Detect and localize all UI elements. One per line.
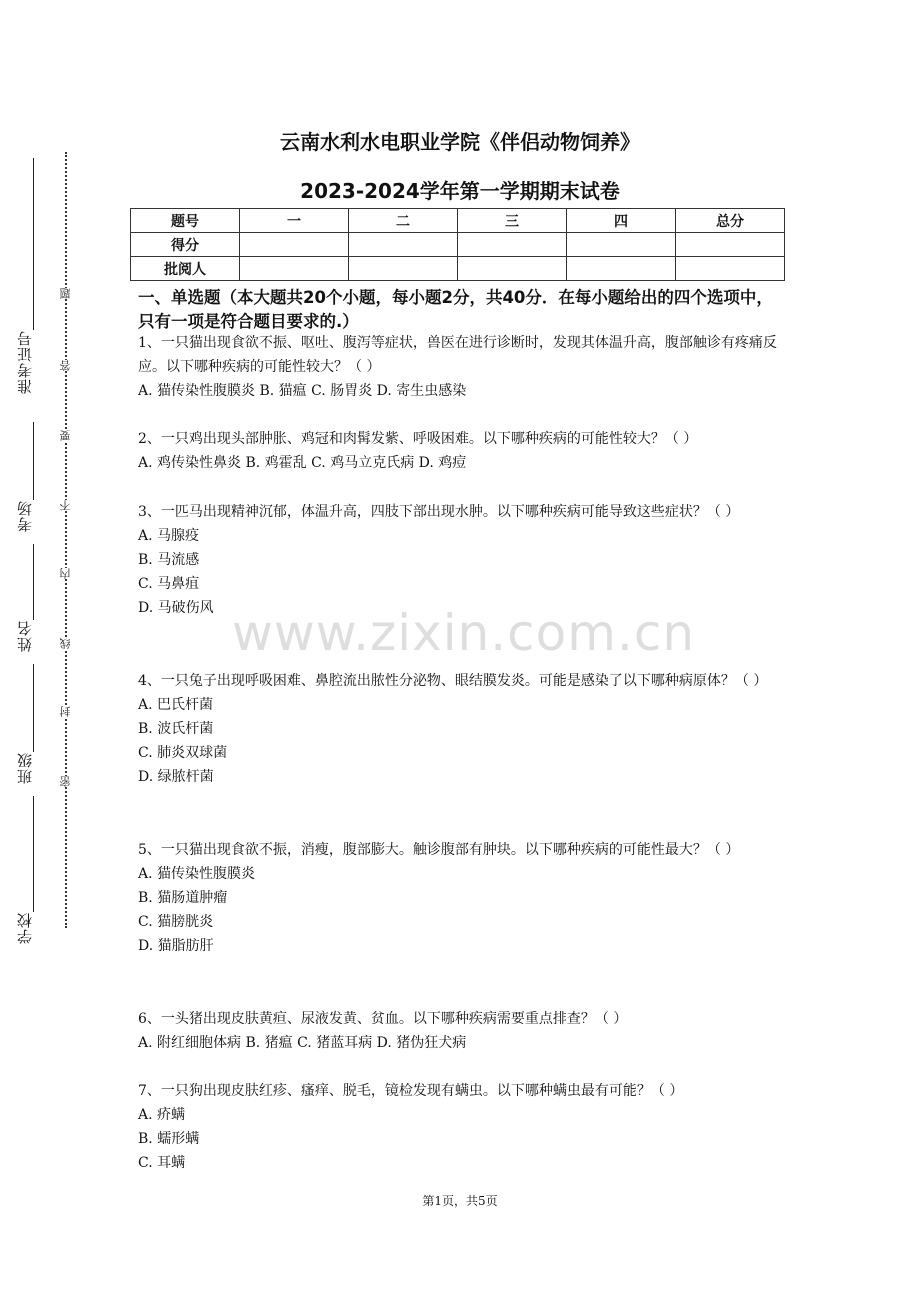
seal-char: 不 xyxy=(59,500,72,511)
score-table-header-cell: 总分 xyxy=(676,209,785,233)
question-text: 7、一只狗出现皮肤红疹、瘙痒、脱毛，镜检发现有螨虫。以下哪种螨虫最有可能？（ ） xyxy=(138,1083,684,1099)
score-table xyxy=(130,208,785,281)
question-options: A. 附红细胞体病 B. 猪瘟 C. 猪蓝耳病 D. 猪伪狂犬病 xyxy=(138,1035,467,1051)
question-5 xyxy=(138,838,788,958)
fill-line-exam-room[interactable] xyxy=(33,422,34,500)
question-6 xyxy=(138,1007,788,1055)
score-row-label: 得分 xyxy=(131,233,240,257)
score-cell[interactable] xyxy=(676,233,785,257)
seal-char: 要 xyxy=(59,430,72,441)
score-table-header-cell: 题号 xyxy=(131,209,240,233)
score-table-row xyxy=(131,233,785,257)
seal-dotted-line xyxy=(65,152,67,928)
field-name xyxy=(16,620,42,660)
option-b: B. 波氏杆菌 xyxy=(138,721,214,737)
seal-char: 内 xyxy=(59,568,72,579)
score-table-header-row xyxy=(131,209,785,233)
seal-char: 线 xyxy=(59,638,72,649)
question-text: 1、一只猫出现食欲不振、呕吐、腹泻等症状，兽医在进行诊断时，发现其体温升高，腹部触诊有疼痛反应。以下哪种疾病的可能性较大？（ ） xyxy=(138,335,777,375)
question-text: 3、一匹马出现精神沉郁，体温升高，四肢下部出现水肿。以下哪种疾病可能导致这些症状？（ ） xyxy=(138,504,740,520)
option-c: C. 马鼻疽 xyxy=(138,576,200,592)
field-label-exam-room: 考场 xyxy=(16,500,34,532)
question-text: 5、一只猫出现食欲不振，消瘦，腹部膨大。触诊腹部有肿块。以下哪种疾病的可能性最大？（ ） xyxy=(138,842,740,858)
page-footer: 第1页，共5页 xyxy=(422,1194,498,1208)
option-d: D. 绿脓杆菌 xyxy=(138,769,214,785)
score-cell[interactable] xyxy=(240,233,349,257)
grader-cell[interactable] xyxy=(240,257,349,281)
question-2 xyxy=(138,427,788,475)
field-class xyxy=(16,752,42,792)
score-table-header-cell: 四 xyxy=(567,209,676,233)
seal-char: 封 xyxy=(59,706,72,717)
option-c: C. 耳螨 xyxy=(138,1155,186,1171)
question-7 xyxy=(138,1079,788,1175)
option-c: C. 猫膀胱炎 xyxy=(138,914,214,930)
question-options: A. 猫传染性腹膜炎 B. 猫瘟 C. 肠胃炎 D. 寄生虫感染 xyxy=(138,383,467,399)
option-b: B. 猫肠道肿瘤 xyxy=(138,890,228,906)
question-text: 2、一只鸡出现头部肿胀、鸡冠和肉髯发紫、呼吸困难。以下哪种疾病的可能性较大？（ ） xyxy=(138,431,698,447)
exam-title-line1: 云南水利水电职业学院《伴侣动物饲养》 xyxy=(280,130,640,154)
field-label-school: 学校 xyxy=(16,912,34,944)
exam-title-line2: 2023-2024学年第一学期期末试卷 xyxy=(300,179,620,203)
seal-char: 题 xyxy=(59,288,72,299)
score-row-label: 批阅人 xyxy=(131,257,240,281)
score-table-header-cell: 三 xyxy=(458,209,567,233)
field-label-class: 班级 xyxy=(16,752,34,784)
question-4 xyxy=(138,669,788,789)
fill-line-school[interactable] xyxy=(33,796,34,912)
score-table-row xyxy=(131,257,785,281)
score-cell[interactable] xyxy=(349,233,458,257)
option-a: A. 马腺疫 xyxy=(138,528,200,544)
option-a: A. 疥螨 xyxy=(138,1107,186,1123)
field-label-name: 姓名 xyxy=(16,620,34,652)
section-heading: 一、单选题（本大题共20个小题，每小题2分，共40分．在每小题给出的四个选项中，只有一项是符合题目要求的.） xyxy=(138,288,773,331)
score-cell[interactable] xyxy=(458,233,567,257)
option-a: A. 巴氏杆菌 xyxy=(138,697,214,713)
option-c: C. 肺炎双球菌 xyxy=(138,745,228,761)
score-cell[interactable] xyxy=(567,233,676,257)
watermark: www.zixin.com.cn xyxy=(232,604,696,662)
question-text: 6、一头猪出现皮肤黄疸、尿液发黄、贫血。以下哪种疾病需要重点排查？（ ） xyxy=(138,1011,628,1027)
question-1 xyxy=(138,331,788,403)
score-table-header-cell: 一 xyxy=(240,209,349,233)
grader-cell[interactable] xyxy=(676,257,785,281)
option-d: D. 猫脂肪肝 xyxy=(138,938,214,954)
seal-char: 答 xyxy=(59,360,72,371)
grader-cell[interactable] xyxy=(567,257,676,281)
option-d: D. 马破伤风 xyxy=(138,600,214,616)
grader-cell[interactable] xyxy=(458,257,567,281)
grader-cell[interactable] xyxy=(349,257,458,281)
fill-line-name[interactable] xyxy=(33,544,34,620)
question-text: 4、一只兔子出现呼吸困难、鼻腔流出脓性分泌物、眼结膜发炎。可能是感染了以下哪种病原体？（ ） xyxy=(138,673,768,689)
option-b: B. 蠕形螨 xyxy=(138,1131,200,1147)
fill-line-class[interactable] xyxy=(33,664,34,752)
field-exam-number xyxy=(16,330,42,420)
field-exam-room xyxy=(16,500,42,540)
question-3 xyxy=(138,500,788,620)
question-options: A. 鸡传染性鼻炎 B. 鸡霍乱 C. 鸡马立克氏病 D. 鸡痘 xyxy=(138,455,467,471)
field-label-exam-number: 准考证号 xyxy=(16,330,34,394)
seal-char: 密 xyxy=(59,776,72,787)
field-school xyxy=(16,912,42,952)
option-a: A. 猫传染性腹膜炎 xyxy=(138,866,256,882)
score-table-header-cell: 二 xyxy=(349,209,458,233)
option-b: B. 马流感 xyxy=(138,552,200,568)
